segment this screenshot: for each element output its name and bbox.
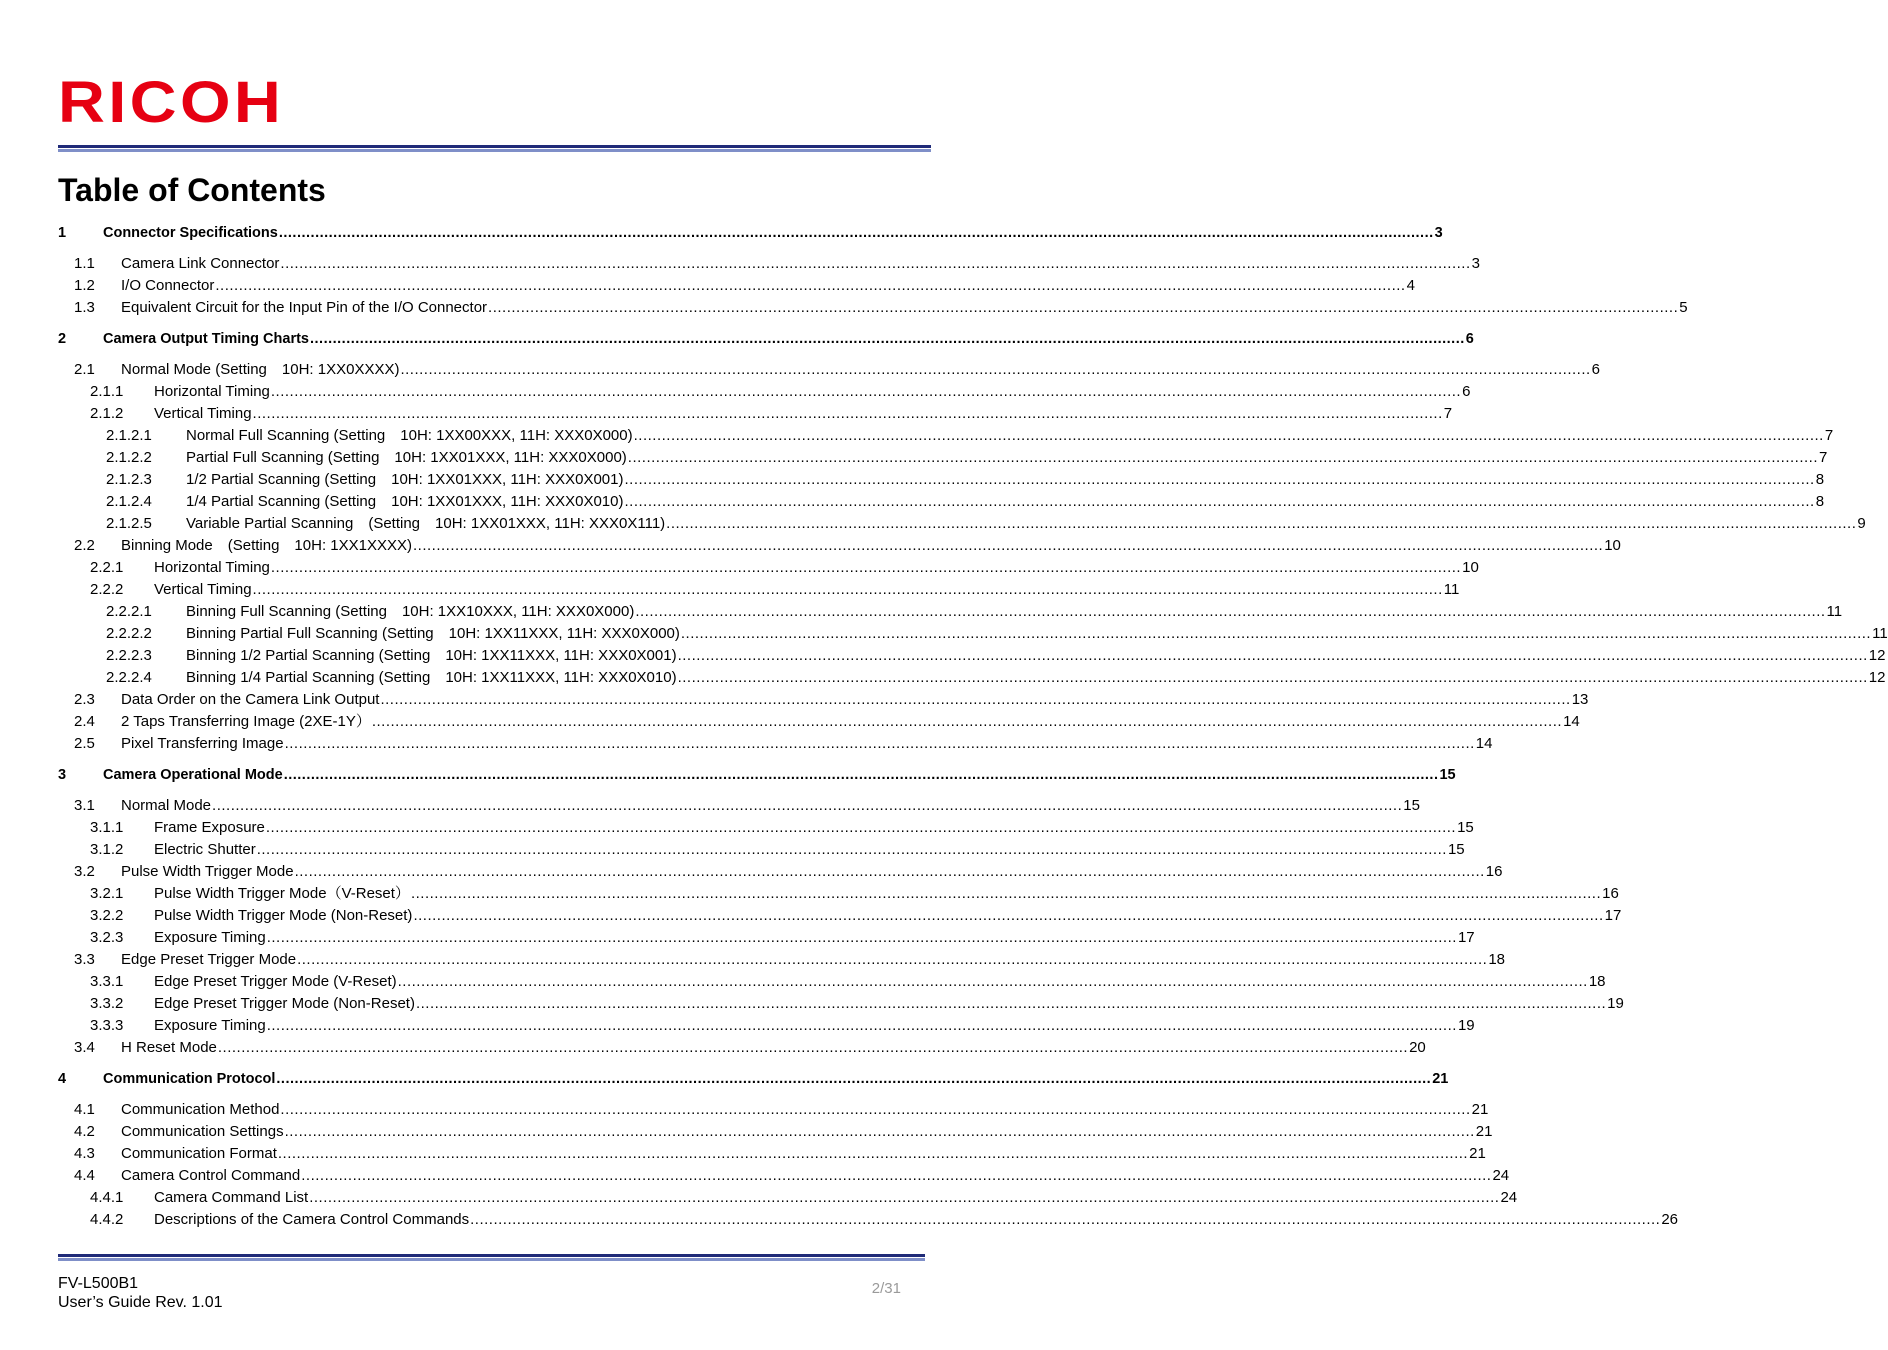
table-of-contents <box>58 222 1888 1231</box>
toc-entry-number: 4 <box>58 1071 67 1087</box>
toc-entry-number: 2.3 <box>74 691 95 708</box>
toc-entry-title: Pulse Width Trigger Mode（V-Reset） <box>154 885 410 902</box>
toc-leader-dots <box>253 403 1443 425</box>
toc-entry-page: 11 <box>1872 625 1888 642</box>
toc-entry-number: 1.1 <box>74 255 95 272</box>
toc-entry[interactable] <box>58 447 1828 469</box>
toc-entry-title: Binning Mode (Setting 10H: 1XX1XXXX) <box>121 537 412 554</box>
toc-entry[interactable] <box>58 579 1460 601</box>
toc-entry-number: 2.1.1 <box>90 383 124 400</box>
toc-entry[interactable] <box>58 993 1624 1015</box>
toc-entry-number: 3.1 <box>74 797 95 814</box>
toc-entry-page: 7 <box>1819 449 1828 466</box>
toc-entry[interactable] <box>58 403 1453 425</box>
toc-leader-dots <box>253 579 1443 601</box>
toc-entry-number: 3.3.3 <box>90 1017 124 1034</box>
toc-entry[interactable] <box>58 905 1622 927</box>
toc-leader-dots <box>624 469 1814 491</box>
toc-entry-number: 2.1 <box>74 361 95 378</box>
toc-entry[interactable] <box>58 883 1619 905</box>
toc-entry[interactable] <box>58 764 1456 786</box>
toc-entry[interactable] <box>58 1037 1426 1059</box>
footer-model: FV-L500B1 <box>58 1275 139 1292</box>
toc-entry-title: Binning Full Scanning (Setting 10H: 1XX10XXX, 11H: XXX0X000) <box>186 603 635 620</box>
toc-entry-page: 16 <box>1602 885 1619 902</box>
toc-entry-number: 4.2 <box>74 1123 95 1140</box>
toc-entry-page: 21 <box>1469 1145 1486 1162</box>
toc-entry-page: 6 <box>1465 331 1474 347</box>
toc-entry-page: 7 <box>1443 405 1453 422</box>
toc-entry-title: Frame Exposure <box>154 819 265 836</box>
footer-info <box>58 1274 223 1312</box>
toc-entry-page: 16 <box>1485 863 1503 880</box>
toc-entry[interactable] <box>58 1165 1510 1187</box>
toc-entry-title: Camera Operational Mode <box>103 767 283 783</box>
toc-leader-dots <box>380 689 1570 711</box>
toc-entry-page: 17 <box>1604 907 1622 924</box>
toc-entry-number: 3.2 <box>74 863 95 880</box>
toc-leader-dots <box>635 601 1825 623</box>
toc-entry-page: 17 <box>1457 929 1475 946</box>
toc-entry-number: 1 <box>58 225 67 241</box>
toc-entry-title: Vertical Timing <box>154 405 252 422</box>
toc-entry-page: 18 <box>1588 973 1606 990</box>
toc-entry-page: 24 <box>1492 1167 1510 1184</box>
toc-entry[interactable] <box>58 1187 1518 1209</box>
toc-entry-page: 20 <box>1409 1039 1426 1056</box>
toc-entry-page: 15 <box>1457 819 1474 836</box>
toc-leader-dots <box>267 927 1457 949</box>
toc-leader-dots <box>488 297 1678 319</box>
toc-leader-dots <box>681 623 1871 645</box>
toc-leader-dots <box>666 513 1856 535</box>
toc-entry-number: 2.5 <box>74 735 95 752</box>
toc-entry-page: 19 <box>1607 995 1624 1012</box>
toc-entry-title: 1/4 Partial Scanning (Setting 10H: 1XX01XXX, 11H: XXX0X010) <box>186 493 624 510</box>
toc-entry-number: 4.4.1 <box>90 1189 124 1206</box>
toc-entry-title: Normal Mode <box>121 797 212 814</box>
toc-entry-number: 2.2 <box>74 537 95 554</box>
toc-entry[interactable] <box>58 733 1493 755</box>
toc-entry-number: 2.1.2.4 <box>106 493 152 510</box>
footer-guide: User’s Guide Rev. 1.01 <box>58 1294 223 1311</box>
toc-entry[interactable] <box>58 839 1465 861</box>
toc-entry[interactable] <box>58 645 1886 667</box>
toc-entry[interactable] <box>58 711 1580 733</box>
toc-leader-dots <box>271 557 1461 579</box>
toc-entry[interactable] <box>58 222 1443 244</box>
toc-leader-dots <box>411 883 1601 905</box>
toc-entry-page: 10 <box>1462 559 1479 576</box>
toc-entry-number: 2.1.2.2 <box>106 449 152 466</box>
toc-entry-title: Normal Mode (Setting 10H: 1XX0XXXX) <box>121 361 400 378</box>
toc-entry-number: 3.3.1 <box>90 973 124 990</box>
toc-leader-dots <box>215 275 1405 297</box>
toc-leader-dots <box>266 817 1456 839</box>
toc-entry-title: Descriptions of the Camera Control Commands <box>154 1211 470 1228</box>
toc-entry[interactable] <box>58 491 1825 513</box>
toc-entry-number: 2.4 <box>74 713 95 730</box>
toc-entry-title: Communication Protocol <box>103 1071 276 1087</box>
toc-entry[interactable] <box>58 1143 1486 1165</box>
toc-entry-title: 1/2 Partial Scanning (Setting 10H: 1XX01XXX, 11H: XXX0X001) <box>186 471 624 488</box>
toc-entry[interactable] <box>58 557 1479 579</box>
toc-entry[interactable] <box>58 425 1834 447</box>
toc-entry-number: 1.3 <box>74 299 95 316</box>
toc-entry[interactable] <box>58 623 1888 645</box>
toc-leader-dots <box>280 1099 1470 1121</box>
toc-entry-number: 3 <box>58 767 67 783</box>
toc-entry-title: Connector Specifications <box>103 225 278 241</box>
toc-entry[interactable] <box>58 601 1843 623</box>
toc-entry-page: 26 <box>1661 1211 1679 1228</box>
toc-entry-title: Vertical Timing <box>154 581 252 598</box>
toc-leader-dots <box>678 645 1868 667</box>
toc-entry-number: 2.2.2 <box>90 581 124 598</box>
toc-leader-dots <box>212 795 1402 817</box>
toc-entry-title: Binning Partial Full Scanning (Setting 10H: 1XX11XXX, 11H: XXX0X000) <box>186 625 680 642</box>
toc-entry-number: 3.2.1 <box>90 885 124 902</box>
toc-entry-title: Camera Control Command <box>121 1167 301 1184</box>
toc-entry-title: Electric Shutter <box>154 841 256 858</box>
toc-entry-number: 2.2.2.4 <box>106 669 152 686</box>
toc-entry-number: 3.1.2 <box>90 841 124 858</box>
toc-entry-page: 7 <box>1824 427 1834 444</box>
toc-entry-title: Edge Preset Trigger Mode (V-Reset) <box>154 973 397 990</box>
toc-entry-page: 10 <box>1604 537 1621 554</box>
toc-entry-title: Binning 1/2 Partial Scanning (Setting 10H: 1XX11XXX, 11H: XXX0X001) <box>186 647 677 664</box>
toc-entry-number: 3.2.3 <box>90 929 124 946</box>
toc-leader-dots <box>295 861 1485 883</box>
toc-leader-dots <box>297 949 1487 971</box>
toc-entry-page: 18 <box>1488 951 1505 968</box>
toc-leader-dots <box>310 328 1465 350</box>
footer-rule <box>58 1254 925 1261</box>
page-number: 2/31 <box>871 1280 901 1297</box>
toc-entry-title: Exposure Timing <box>154 1017 266 1034</box>
toc-entry-page: 9 <box>1857 515 1866 532</box>
toc-entry-number: 2.1.2 <box>90 405 124 422</box>
toc-entry-page: 5 <box>1679 299 1688 316</box>
toc-entry-page: 15 <box>1439 767 1456 783</box>
toc-entry-title: Binning 1/4 Partial Scanning (Setting 10H: 1XX11XXX, 11H: XXX0X010) <box>186 669 677 686</box>
toc-entry-number: 4.4.2 <box>90 1211 124 1228</box>
toc-entry[interactable] <box>58 927 1475 949</box>
toc-entry-number: 3.2.2 <box>90 907 124 924</box>
toc-entry-page: 12 <box>1868 647 1886 664</box>
toc-entry-number: 2.1.2.5 <box>106 515 152 532</box>
toc-entry[interactable] <box>58 253 1480 275</box>
toc-entry[interactable] <box>58 1015 1475 1037</box>
toc-entry-title: H Reset Mode <box>121 1039 217 1056</box>
ricoh-logo: RICOH <box>58 70 285 135</box>
toc-entry-page: 11 <box>1443 581 1460 598</box>
toc-leader-dots <box>218 1037 1408 1059</box>
toc-entry-number: 3.3 <box>74 951 95 968</box>
toc-entry[interactable] <box>58 535 1621 557</box>
toc-leader-dots <box>257 839 1447 861</box>
toc-entry[interactable] <box>58 381 1471 403</box>
toc-entry-title: Normal Full Scanning (Setting 10H: 1XX00XXX, 11H: XXX0X000) <box>186 427 633 444</box>
toc-entry-number: 2.2.1 <box>90 559 124 576</box>
toc-leader-dots <box>470 1209 1660 1231</box>
toc-leader-dots <box>276 1068 1431 1090</box>
toc-entry[interactable] <box>58 971 1606 993</box>
toc-entry[interactable] <box>58 513 1866 535</box>
toc-entry-title: Communication Settings <box>121 1123 284 1140</box>
toc-leader-dots <box>271 381 1461 403</box>
toc-entry-number: 3.1.1 <box>90 819 124 836</box>
toc-entry-number: 4.4 <box>74 1167 95 1184</box>
toc-entry[interactable] <box>58 1121 1493 1143</box>
toc-entry[interactable] <box>58 667 1886 689</box>
toc-entry[interactable] <box>58 469 1825 491</box>
toc-entry-page: 15 <box>1403 797 1420 814</box>
toc-leader-dots <box>400 359 1590 381</box>
toc-entry-page: 15 <box>1447 841 1465 858</box>
toc-leader-dots <box>309 1187 1499 1209</box>
toc-entry-page: 12 <box>1868 669 1886 686</box>
toc-entry-page: 8 <box>1815 471 1825 488</box>
toc-entry-number: 2 <box>58 331 67 347</box>
toc-entry-title: Exposure Timing <box>154 929 266 946</box>
toc-entry-number: 1.2 <box>74 277 95 294</box>
toc-entry-title: Partial Full Scanning (Setting 10H: 1XX01XXX, 11H: XXX0X000) <box>186 449 627 466</box>
toc-leader-dots <box>413 535 1603 557</box>
toc-entry-number: 2.2.2.2 <box>106 625 152 642</box>
toc-entry-title: Communication Method <box>121 1101 280 1118</box>
toc-entry-number: 4.3 <box>74 1145 95 1162</box>
toc-entry-page: 21 <box>1475 1123 1493 1140</box>
toc-entry-page: 3 <box>1471 255 1480 272</box>
toc-entry-title: Pixel Transferring Image <box>121 735 284 752</box>
toc-entry-page: 11 <box>1826 603 1843 620</box>
toc-entry-number: 2.1.2.3 <box>106 471 152 488</box>
toc-entry[interactable] <box>58 1099 1489 1121</box>
toc-leader-dots <box>279 222 1434 244</box>
toc-entry-page: 14 <box>1475 735 1493 752</box>
toc-leader-dots <box>416 993 1606 1015</box>
toc-entry-title: Pulse Width Trigger Mode (Non-Reset) <box>154 907 413 924</box>
toc-entry-title: Camera Link Connector <box>121 255 280 272</box>
toc-entry-number: 2.1.2.1 <box>106 427 152 444</box>
toc-entry[interactable] <box>58 689 1589 711</box>
toc-entry-title: Edge Preset Trigger Mode (Non-Reset) <box>154 995 415 1012</box>
toc-entry-page: 6 <box>1591 361 1601 378</box>
toc-entry[interactable] <box>58 795 1420 817</box>
toc-leader-dots <box>678 667 1868 689</box>
toc-entry-page: 3 <box>1434 225 1443 241</box>
toc-entry-page: 21 <box>1432 1071 1449 1087</box>
toc-entry-title: Variable Partial Scanning (Setting 10H: 1XX01XXX, 11H: XXX0X111) <box>186 515 666 532</box>
toc-entry[interactable] <box>58 1209 1679 1231</box>
toc-entry-title: I/O Connector <box>121 277 215 294</box>
toc-leader-dots <box>285 733 1475 755</box>
toc-entry-page: 6 <box>1462 383 1471 400</box>
toc-entry-number: 3.3.2 <box>90 995 124 1012</box>
toc-entry[interactable] <box>58 949 1505 971</box>
toc-entry-page: 19 <box>1457 1017 1475 1034</box>
toc-leader-dots <box>398 971 1588 993</box>
toc-entry-title: Pulse Width Trigger Mode <box>121 863 294 880</box>
toc-leader-dots <box>372 711 1562 733</box>
toc-entry-page: 13 <box>1571 691 1589 708</box>
toc-entry-title: Data Order on the Camera Link Output <box>121 691 380 708</box>
toc-entry-number: 2.2.2.1 <box>106 603 152 620</box>
toc-entry[interactable] <box>58 817 1474 839</box>
toc-entry-number: 2.2.2.3 <box>106 647 152 664</box>
toc-leader-dots <box>284 764 1439 786</box>
toc-entry-page: 14 <box>1563 713 1580 730</box>
toc-entry-title: Horizontal Timing <box>154 383 270 400</box>
toc-entry-title: Camera Output Timing Charts <box>103 331 309 347</box>
toc-entry-page: 8 <box>1815 493 1825 510</box>
toc-leader-dots <box>301 1165 1491 1187</box>
toc-leader-dots <box>624 491 1814 513</box>
toc-entry[interactable] <box>58 1068 1449 1090</box>
toc-leader-dots <box>267 1015 1457 1037</box>
toc-entry-title: Camera Command List <box>154 1189 309 1206</box>
toc-entry[interactable] <box>58 328 1474 350</box>
toc-leader-dots <box>413 905 1603 927</box>
toc-entry-page: 21 <box>1471 1101 1489 1118</box>
page-title: Table of Contents <box>58 172 326 208</box>
toc-entry-title: Horizontal Timing <box>154 559 270 576</box>
toc-entry[interactable] <box>58 861 1503 883</box>
toc-entry-title: Equivalent Circuit for the Input Pin of the I/O Connector <box>121 299 488 316</box>
toc-leader-dots <box>280 253 1470 275</box>
toc-leader-dots <box>285 1121 1475 1143</box>
toc-leader-dots <box>628 447 1818 469</box>
toc-entry[interactable] <box>58 275 1415 297</box>
toc-entry-page: 4 <box>1406 277 1415 294</box>
toc-entry[interactable] <box>58 297 1688 319</box>
toc-entry-title: Edge Preset Trigger Mode <box>121 951 297 968</box>
toc-entry[interactable] <box>58 359 1601 381</box>
toc-entry-title: Communication Format <box>121 1145 277 1162</box>
toc-entry-page: 24 <box>1500 1189 1518 1206</box>
header-rule <box>58 145 931 152</box>
toc-leader-dots <box>634 425 1824 447</box>
toc-entry-title: 2 Taps Transferring Image (2XE-1Y） <box>121 713 371 730</box>
toc-entry-number: 3.4 <box>74 1039 95 1056</box>
toc-leader-dots <box>278 1143 1468 1165</box>
toc-entry-number: 4.1 <box>74 1101 95 1118</box>
